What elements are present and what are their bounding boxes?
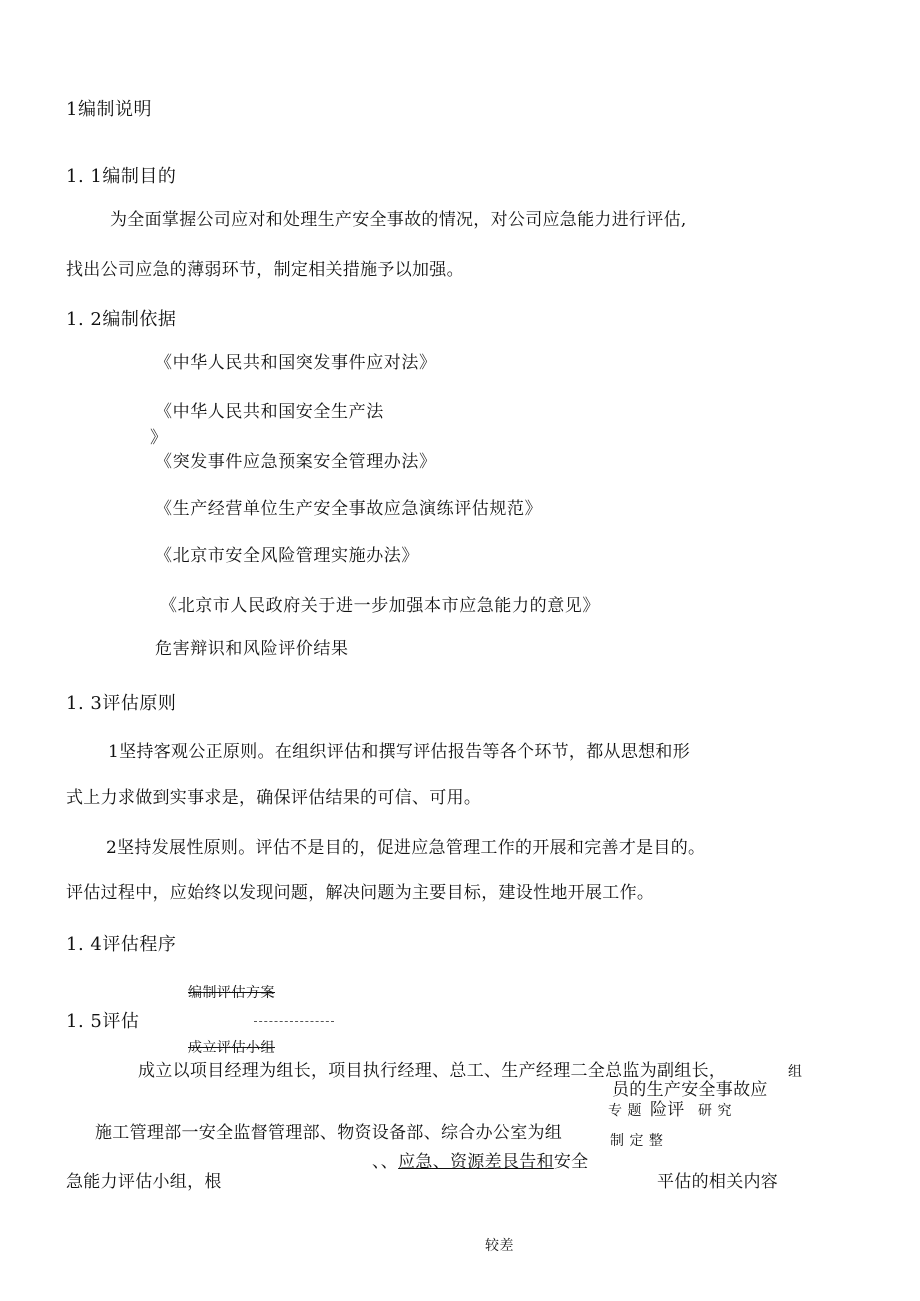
team-paragraph-line-1-tail: 组: [788, 1064, 803, 1080]
purpose-paragraph-line-1: 为全面掌握公司应对和处理生产安全事故的情况，对公司应急能力进行评估,: [110, 210, 687, 230]
section-1-4-heading: 1. 4评估程序: [66, 934, 177, 955]
team-paragraph-right-fragment: 员的生产安全事故应: [612, 1080, 768, 1100]
principle-1-line-1: 1坚持客观公正原则。在组织评估和撰写评估报告等各个环节，都从思想和形: [108, 742, 691, 762]
basis-item: 《北京市安全风险管理实施办法》: [155, 546, 419, 566]
team-paragraph-line-2b: [372, 1152, 588, 1172]
section-1-3-heading: 1. 3评估原则: [66, 693, 177, 714]
section-1-2-heading: 1. 2编制依据: [66, 309, 177, 330]
team-paragraph-line-3-left: 急能力评估小组，根: [66, 1172, 222, 1192]
section-1-1-heading: 1. 1编制目的: [66, 166, 177, 187]
section-1-5-heading: 1. 5评估: [66, 1011, 140, 1032]
basis-item: 《中华人民共和国安全生产法: [155, 402, 384, 422]
purpose-paragraph-line-2: 找出公司应急的薄弱环节，制定相关措施予以加强。: [66, 260, 464, 280]
overlay-fragment: 研 究: [698, 1103, 732, 1119]
overlay-fragment: 制 定 整: [610, 1133, 664, 1149]
basis-item: 危害辩识和风险评价结果: [155, 639, 349, 659]
team-paragraph-line-2: 施工管理部一安全监督管理部、物资设备部、综合办公室为组: [95, 1123, 563, 1143]
team-paragraph-line-3-right: 平估的相关内容: [657, 1172, 779, 1192]
flow-step-plan: 编制评估方案: [188, 985, 275, 1001]
overlay-fragment: 险评: [650, 1100, 685, 1120]
principle-1-line-2: 式上力求做到实事求是，确保评估结果的可信、可用。: [66, 788, 482, 808]
flow-connector: [254, 1021, 334, 1022]
basis-item: 《北京市人民政府关于进一步加强本市应急能力的意见》: [160, 596, 600, 616]
basis-item: 《中华人民共和国突发事件应对法》: [155, 353, 437, 373]
line-2b-prefix: 、、: [372, 1152, 399, 1172]
flow-step-team: 成立评估小组: [188, 1040, 275, 1056]
line-2b-suffix: 安全: [553, 1152, 589, 1172]
basis-item: 《生产经营单位生产安全事故应急演练评估规范》: [155, 499, 543, 519]
overlay-fragment: 专 题: [608, 1103, 642, 1119]
line-2b-underlined: 应急、资源差艮告和: [398, 1152, 554, 1172]
principle-2-line-2: 评估过程中，应始终以发现问题，解决问题为主要目标，建设性地开展工作。: [66, 883, 655, 903]
principle-2-line-1: 2坚持发展性原则。评估不是目的，促进应急管理工作的开展和完善才是目的。: [106, 838, 706, 858]
basis-item: 》: [150, 428, 168, 448]
basis-item: 《突发事件应急预案安全管理办法》: [155, 452, 437, 472]
page-footer-word: 较差: [485, 1238, 514, 1254]
section-1-heading: 1编制说明: [66, 99, 152, 120]
team-paragraph-line-1: 成立以项目经理为组长，项目执行经理、总工、生产经理二全总监为副组长，: [138, 1061, 727, 1081]
